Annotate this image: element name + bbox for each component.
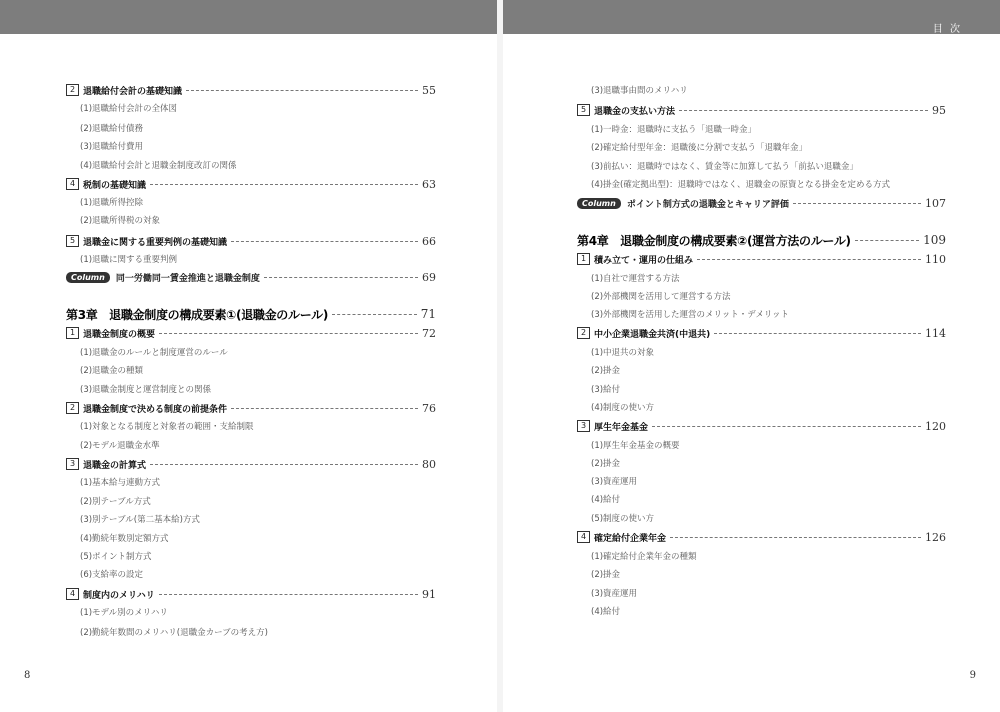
page-number-left: 8: [24, 670, 31, 681]
leader-dots: [679, 110, 928, 111]
toc-page-number: 72: [422, 326, 436, 340]
toc-entry-title: 退職金に関する重要判例の基礎知識: [83, 237, 228, 248]
toc-entry-sub: [591, 270, 946, 286]
toc-entry-title: (3)前払い：退職時ではなく、賃金等に加算して払う「前払い退職金」: [591, 162, 858, 172]
header-bar-left: [0, 0, 497, 34]
toc-entry-sub: [80, 624, 436, 640]
header-title: 目 次: [932, 24, 962, 35]
toc-entry-title: (1)中退共の対象: [591, 348, 655, 358]
toc-entry-title: 同一労働同一賃金推進と退職金制度: [115, 273, 260, 284]
toc-page-number: 80: [422, 457, 436, 471]
leader-dots: [714, 333, 921, 334]
page-number-right: 9: [969, 670, 976, 681]
toc-entry-title: (4)退職給付会計と退職金制度改訂の関係: [80, 161, 237, 171]
toc-entry-chap: [66, 306, 436, 322]
toc-entry-title: 中小企業退職金共済(中退共): [594, 329, 711, 340]
toc-entry-title: 退職金の計算式: [83, 460, 147, 471]
leader-dots: [159, 594, 418, 595]
leader-dots: [231, 408, 418, 409]
column-badge: Column: [66, 272, 110, 283]
toc-entry-title: (3)退職金制度と運営制度との関係: [80, 385, 212, 395]
toc-page-number: 55: [422, 83, 436, 97]
toc-entry-title: (1)基本給与連動方式: [80, 478, 161, 488]
toc-entry-title: (1)確定給付企業年金の種類: [591, 552, 697, 562]
toc-entry-sub: [591, 491, 946, 507]
toc-entry-title: (3)退職給付費用: [80, 142, 144, 152]
toc-entry-sub: [591, 288, 946, 304]
toc-page-number: 63: [422, 177, 436, 191]
toc-entry-sub: [80, 381, 436, 397]
toc-entry-title: (6)支給率の設定: [80, 570, 144, 580]
toc-entry-sec: [577, 418, 946, 434]
toc-entry-sec: [577, 325, 946, 341]
toc-entry-sub: [591, 455, 946, 471]
toc-entry-title: 退職給付会計の基礎知識: [83, 86, 183, 97]
leader-dots: [855, 240, 919, 241]
toc-entry-title: (2)退職所得税の対象: [80, 216, 161, 226]
toc-page-number: 126: [925, 530, 946, 544]
toc-entry-sub: [80, 548, 436, 564]
toc-entry-sub: [591, 82, 946, 98]
toc-entry-sec: [577, 102, 946, 118]
toc-entry-title: 積み立て・運用の仕組み: [594, 255, 694, 266]
toc-entry-sub: [80, 157, 436, 173]
toc-entry-title: (2)掛金: [591, 570, 621, 580]
toc-entry-sub: [80, 138, 436, 154]
toc-page-number: 71: [420, 307, 436, 321]
toc-entry-title: (1)自社で運営する方法: [591, 274, 680, 284]
toc-entry-sub: [591, 585, 946, 601]
leader-dots: [670, 537, 921, 538]
toc-entry-sub: [80, 100, 436, 116]
page-gutter: [497, 0, 503, 712]
toc-entry-sub: [80, 362, 436, 378]
toc-entry-title: 第4章 退職金制度の構成要素②(運営方法のルール): [577, 233, 851, 248]
toc-entry-chap: [577, 232, 946, 248]
toc-entry-title: (2)退職給付債務: [80, 124, 144, 134]
toc-page-number: 110: [925, 252, 946, 266]
toc-entry-title: 税制の基礎知識: [83, 180, 147, 191]
toc-entry-sec: [66, 325, 436, 341]
toc-entry-sub: [80, 344, 436, 360]
section-number-badge: 4: [66, 588, 79, 600]
toc-entry-title: (4)給付: [591, 495, 621, 505]
toc-entry-title: ポイント制方式の退職金とキャリア評価: [626, 199, 789, 210]
section-number-badge: 2: [577, 327, 590, 339]
leader-dots: [652, 426, 921, 427]
toc-entry-sub: [591, 344, 946, 360]
toc-entry-sub: [591, 306, 946, 322]
toc-entry-title: (1)退職に関する重要判例: [80, 255, 178, 265]
section-number-badge: 4: [577, 531, 590, 543]
toc-entry-title: 退職金制度の概要: [83, 329, 156, 340]
toc-page-number: 109: [923, 233, 946, 247]
toc-entry-title: (4)制度の使い方: [591, 403, 655, 413]
toc-entry-sub: [80, 493, 436, 509]
toc-entry-title: (4)掛金(確定拠出型)：退職時ではなく、退職金の原資となる掛金を定める方式: [591, 180, 891, 190]
toc-entry-sec: [66, 233, 436, 249]
toc-entry-title: (2)モデル退職金水準: [80, 441, 160, 451]
toc-entry-title: 第3章 退職金制度の構成要素①(退職金のルール): [66, 307, 329, 322]
header-bar-right: [503, 0, 1000, 34]
section-number-badge: 5: [66, 235, 79, 247]
section-number-badge: 2: [66, 84, 79, 96]
toc-entry-title: (1)厚生年金基金の概要: [591, 441, 680, 451]
toc-entry-title: (1)退職金のルールと制度運営のルール: [80, 348, 228, 358]
toc-entry-title: (1)モデル別のメリハリ: [80, 608, 168, 618]
toc-page-number: 66: [422, 234, 436, 248]
leader-dots: [231, 241, 418, 242]
toc-page-number: 107: [925, 196, 946, 210]
toc-entry-title: (4)勤続年数別定額方式: [80, 534, 169, 544]
toc-entry-title: (4)給付: [591, 607, 621, 617]
toc-entry-title: (3)資産運用: [591, 477, 638, 487]
toc-entry-title: (2)別テーブル方式: [80, 497, 151, 507]
leader-dots: [186, 90, 418, 91]
section-number-badge: 4: [66, 178, 79, 190]
toc-entry-title: (1)対象となる制度と対象者の範囲・支給制限: [80, 422, 254, 432]
toc-entry-sub: [80, 604, 436, 620]
toc-entry-sub: [591, 381, 946, 397]
toc-entry-title: (2)掛金: [591, 366, 621, 376]
toc-entry-sub: [591, 473, 946, 489]
section-number-badge: 2: [66, 402, 79, 414]
leader-dots: [332, 314, 417, 315]
section-number-badge: 1: [66, 327, 79, 339]
toc-entry-sub: [80, 212, 436, 228]
toc-entry-title: (2)確定給付型年金：退職後に分割で支払う「退職年金」: [591, 143, 808, 153]
toc-entry-sub: [80, 437, 436, 453]
toc-entry-sub: [591, 139, 946, 155]
toc-page-number: 95: [932, 103, 946, 117]
toc-entry-title: 厚生年金基金: [594, 422, 649, 433]
toc-entry-sub: [591, 362, 946, 378]
toc-entry-col: [577, 195, 946, 211]
toc-entry-sec: [66, 586, 436, 602]
toc-page-number: 120: [925, 419, 946, 433]
toc-entry-sub: [591, 510, 946, 526]
leader-dots: [793, 203, 921, 204]
leader-dots: [150, 184, 418, 185]
toc-entry-title: (5)制度の使い方: [591, 514, 655, 524]
toc-entry-sub: [80, 194, 436, 210]
toc-page-number: 69: [422, 270, 436, 284]
toc-entry-sec: [577, 251, 946, 267]
toc-entry-sec: [66, 82, 436, 98]
toc-entry-sub: [591, 176, 946, 192]
toc-page-number: 76: [422, 401, 436, 415]
toc-entry-sub: [591, 566, 946, 582]
section-number-badge: 3: [577, 420, 590, 432]
leader-dots: [264, 277, 418, 278]
toc-entry-title: 退職金の支払い方法: [594, 106, 676, 117]
toc-entry-sec: [66, 176, 436, 192]
toc-entry-sub: [591, 158, 946, 174]
toc-entry-sub: [80, 418, 436, 434]
toc-page-number: 91: [422, 587, 436, 601]
toc-entry-sub: [80, 566, 436, 582]
toc-entry-title: (1)退職給付会計の全体図: [80, 104, 178, 114]
toc-entry-title: 退職金制度で決める制度の前提条件: [83, 404, 228, 415]
toc-entry-sub: [591, 399, 946, 415]
toc-entry-sub: [80, 474, 436, 490]
toc-entry-title: 制度内のメリハリ: [83, 590, 155, 601]
toc-entry-title: (2)外部機関を活用して運営する方法: [591, 292, 731, 302]
toc-entry-title: (3)資産運用: [591, 589, 638, 599]
toc-entry-title: (3)給付: [591, 385, 621, 395]
toc-entry-title: 確定給付企業年金: [594, 533, 667, 544]
toc-entry-title: (1)退職所得控除: [80, 198, 144, 208]
toc-entry-sub: [80, 251, 436, 267]
toc-entry-sub: [591, 121, 946, 137]
toc-entry-sec: [66, 456, 436, 472]
toc-entry-title: (5)ポイント制方式: [80, 552, 152, 562]
column-badge: Column: [577, 198, 621, 209]
section-number-badge: 1: [577, 253, 590, 265]
toc-entry-title: (2)退職金の種類: [80, 366, 144, 376]
toc-entry-title: (2)掛金: [591, 459, 621, 469]
toc-entry-sub: [591, 603, 946, 619]
toc-entry-title: (3)退職事由間のメリハリ: [591, 86, 688, 96]
toc-entry-sec: [66, 400, 436, 416]
toc-entry-title: (3)別テーブル(第二基本給)方式: [80, 515, 200, 525]
leader-dots: [150, 464, 418, 465]
toc-entry-title: (2)勤続年数間のメリハリ(退職金カーブの考え方): [80, 628, 268, 638]
section-number-badge: 3: [66, 458, 79, 470]
toc-entry-sub: [80, 511, 436, 527]
section-number-badge: 5: [577, 104, 590, 116]
toc-entry-sub: [591, 548, 946, 564]
toc-entry-sub: [591, 437, 946, 453]
leader-dots: [159, 333, 418, 334]
toc-entry-title: (1)一時金：退職時に支払う「退職一時金」: [591, 125, 757, 135]
toc-entry-title: (3)外部機関を活用した運営のメリット・デメリット: [591, 310, 790, 320]
toc-entry-sub: [80, 530, 436, 546]
leader-dots: [697, 259, 921, 260]
toc-entry-sec: [577, 529, 946, 545]
toc-page-number: 114: [925, 326, 946, 340]
toc-entry-sub: [80, 120, 436, 136]
toc-entry-col: [66, 269, 436, 285]
